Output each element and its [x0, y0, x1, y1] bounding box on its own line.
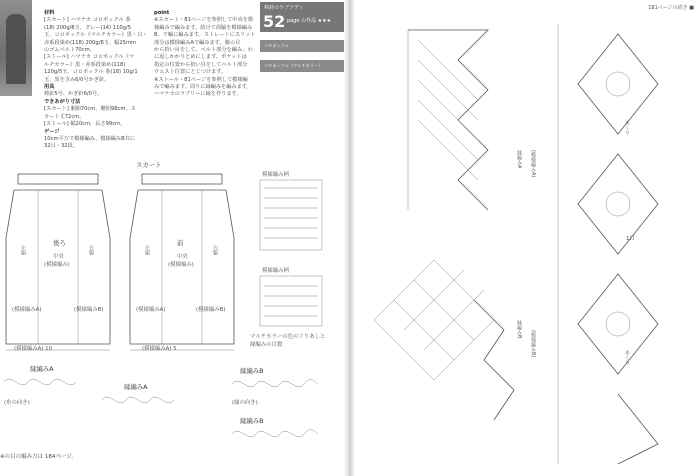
edge-a-chart — [2, 372, 82, 392]
model-photo — [0, 0, 32, 96]
zigzag-chart-top — [378, 20, 498, 220]
lace-diamond — [578, 274, 658, 374]
running-header: 181ページの続き ■ — [648, 5, 694, 11]
front-pattern-a-label: (模様編みA) — [136, 307, 166, 313]
point-line: ※スカート・81ページを参照して中央を模 — [154, 17, 254, 24]
edge-b-note: (縁の向き) — [232, 400, 258, 406]
size-title: できあがり寸法 — [44, 98, 81, 105]
materials-line: ルチカラー》黒・赤系段染め(118) — [44, 61, 126, 68]
multicolor-note-2: 縁編みの目数 — [250, 342, 283, 348]
border-b-label: 縁編みB — [516, 320, 522, 339]
skirt-label: スカート — [136, 161, 162, 169]
right-page — [354, 0, 700, 476]
page-label: page の作品 ★★★ — [287, 18, 332, 24]
pattern-chart-b-title: 模様編み柄 — [262, 268, 289, 274]
edge-a2-stitches — [102, 397, 174, 403]
materials-line: [スカート] ハマナカ コロポックル 茶 — [44, 17, 131, 24]
edge-b2-stitches — [232, 430, 318, 437]
gauge-line: 32目・32段。 — [44, 143, 78, 150]
point-line: みで編みます。周りに縁編みを編みます。 — [154, 84, 252, 91]
point-line: ウエスト位置にとじつけます。 — [154, 69, 227, 76]
gauge-title: ゲージ — [44, 128, 60, 135]
skirt-back-diagram — [0, 168, 130, 368]
lace-motif — [606, 312, 630, 336]
edge-b2-chart — [230, 424, 320, 444]
gauge-line: 10cm平方で模様編み、模様編みB共に — [44, 135, 136, 142]
diamond-grid — [374, 260, 494, 380]
materials-line: 120g/5玉、コロポックル 茶(18) 10g/1 — [44, 69, 138, 76]
point-line: 指定の位置から拾い目をしてベルト部分 — [154, 61, 248, 68]
lace-diamond — [578, 154, 658, 254]
lace-diamond — [578, 34, 658, 134]
waistband-front — [142, 174, 222, 184]
materials-block — [44, 10, 148, 151]
pattern-chart-title: 模様編み柄 — [262, 172, 289, 178]
front-right-side-label: 右脇 — [212, 245, 218, 255]
page-number: 52 — [263, 12, 286, 31]
right-pattern-b-label: (模様編みB) — [530, 330, 536, 358]
front-left-side-label: 左脇 — [144, 245, 150, 255]
zigzag-edge — [408, 30, 488, 210]
materials-title: 材料 — [44, 10, 55, 16]
front-pattern-b-label: (模様編みB) — [196, 307, 226, 313]
model-figure — [6, 14, 26, 84]
lace-border-chart — [548, 24, 688, 464]
zigzag-chart-bottom — [364, 250, 534, 440]
materials-line: 赤系段染め(118) 200g/8玉、幅25mm — [44, 39, 137, 46]
size-line: カート丈72cm。 — [44, 113, 85, 120]
back-pattern-a-label: (模様編みA) — [12, 307, 42, 313]
back-pattern-b-label: (模様編みB) — [74, 307, 104, 313]
edge-b-title: 縁編みB — [240, 367, 264, 375]
point-line: 部分は模様編みAで編みます。腹の目 — [154, 39, 241, 46]
back-left-side-label: 左脇 — [20, 245, 26, 255]
point-line: から拾い目をして、ベルト部分を編み、わ — [154, 47, 253, 54]
materials-line: 玉、黒を含み6/0号かぎ針。 — [44, 76, 110, 83]
yarn-bar-2: コロポックル《マルチカラー》 — [260, 60, 346, 72]
footnote: ※の目の編み方は 184ページ。 — [0, 454, 77, 460]
front-label: 前 — [177, 239, 184, 247]
edge-a-note: (糸の向き) — [4, 400, 30, 406]
side-label-2: あくり — [624, 350, 630, 365]
point-line: に返しかかりとめにします。ポケットは — [154, 54, 247, 61]
materials-line: 玉、コロポックル《マルチカラー》黒・白・ — [44, 32, 148, 39]
edge-a-stitches — [4, 379, 76, 385]
chart-rows — [264, 286, 318, 316]
back-bottom-label: (模様編みA) 10 — [14, 346, 53, 352]
yarn-bar-1: コロポックル — [260, 40, 346, 52]
left-page — [0, 0, 346, 476]
border-a-label: 縁編みA — [516, 150, 522, 169]
size-line: [ストール] 幅20cm、長さ99cm。 — [44, 121, 126, 128]
point-block — [154, 10, 256, 99]
chart-frame — [260, 180, 322, 250]
edge-a-title: 縁編みA — [30, 365, 54, 373]
materials-line: (18) 200g/8玉、グレー(14) 110g/5 — [44, 24, 132, 31]
center-mark: 1目 — [626, 236, 635, 242]
back-center-label: 中央 — [53, 254, 64, 260]
edge-b2-title: 縁編みB — [240, 417, 264, 425]
right-pattern-a-label: (模様編みA) — [530, 150, 536, 178]
edge-b-stitches — [232, 380, 318, 387]
waistband-back — [18, 174, 98, 184]
chart-rows — [264, 188, 318, 238]
page-header-band — [260, 2, 346, 32]
point-line: ハマナカのラブリーに縁を作ります。 — [154, 91, 242, 98]
front-center-label: 中央 — [177, 254, 188, 260]
tools-line: 棒針5号、かぎ針6/0号。 — [44, 91, 103, 98]
lace-motif — [606, 192, 630, 216]
back-label: 後ろ — [53, 239, 66, 247]
lace-motif — [606, 72, 630, 96]
point-title: point — [154, 10, 170, 16]
lace-diamond — [618, 394, 658, 464]
edge-a2-chart — [100, 390, 180, 410]
edge-b-chart — [230, 374, 320, 394]
chart-frame — [260, 276, 322, 326]
back-right-side-label: 右脇 — [88, 245, 94, 255]
front-bottom-label: (模様編みA) 5 — [142, 346, 177, 352]
border-zigzag — [474, 300, 514, 420]
size-line: [スカート] 胴囲70cm、腰囲98cm、ス — [44, 106, 136, 113]
back-pattern-label: (模様編み) — [44, 262, 70, 268]
grid-lines — [418, 40, 478, 180]
materials-line: のゴムベルト70cm。 — [44, 47, 95, 54]
point-line: 様編みで編みます。続けて両脇を模様編み — [154, 24, 253, 31]
edge-a2-title: 縁編みA — [124, 383, 148, 391]
materials-line: [ストール] ハマナカ コロポックル《マ — [44, 54, 134, 61]
multicolor-note-1: マルチカラーの色のぐりあしと — [250, 334, 326, 340]
point-line: ※ストール・81ページを参照して模様編 — [154, 76, 248, 83]
tools-title: 用具 — [44, 84, 55, 91]
side-label-1: あくり — [624, 120, 630, 135]
series-title: 棒針のラブソディ — [264, 5, 304, 11]
skirt-front-diagram — [124, 168, 254, 368]
point-line: B、で輪に編みます。ストレートにスリット — [154, 32, 256, 39]
pattern-chart — [258, 178, 328, 258]
pattern-chart-b — [258, 274, 328, 334]
front-pattern-label: (模様編み) — [168, 262, 194, 268]
diamond-lines — [394, 270, 484, 360]
